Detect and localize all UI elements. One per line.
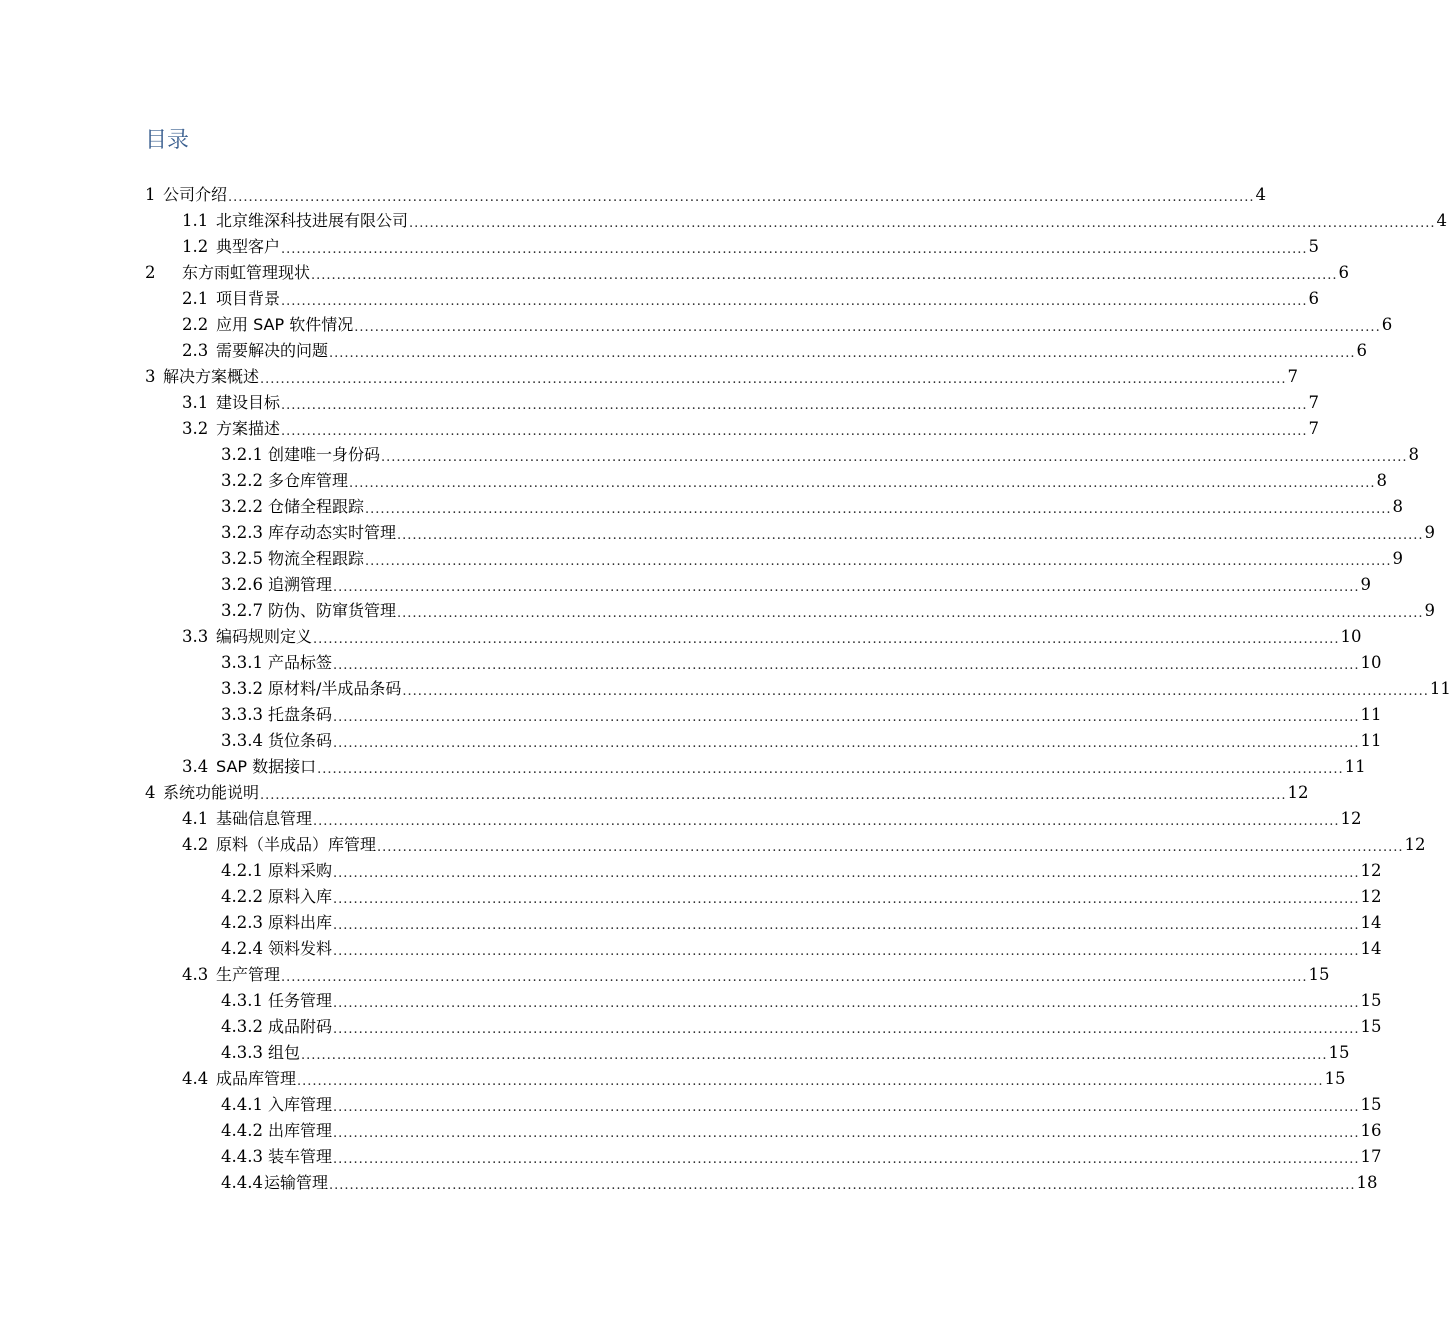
toc-entry-label: 基础信息管理 bbox=[216, 809, 313, 828]
toc-entry-label: 原料出库 bbox=[268, 913, 333, 932]
toc-entry-number: 3.3.3 bbox=[221, 705, 263, 724]
toc-dot-leader: ........................................................................................................................................................................................................ bbox=[349, 476, 1376, 491]
toc-entry-number: 4.3.2 bbox=[221, 1017, 263, 1036]
toc-entry-number: 3.2 bbox=[182, 419, 209, 438]
toc-entry[interactable] bbox=[0, 1014, 1382, 1040]
toc-entry[interactable] bbox=[0, 832, 1426, 858]
toc-entry-label: 成品附码 bbox=[268, 1017, 333, 1036]
toc-entry-page: 9 bbox=[1360, 575, 1371, 594]
toc-dot-leader: ........................................................................................................................................................................................................ bbox=[333, 1022, 1360, 1037]
toc-entry[interactable] bbox=[0, 494, 1403, 520]
toc-entry[interactable] bbox=[0, 520, 1435, 546]
toc-entry-page: 15 bbox=[1324, 1069, 1346, 1088]
toc-dot-leader: ........................................................................................................................................................................................................ bbox=[333, 1100, 1360, 1115]
toc-entry-label: 追溯管理 bbox=[268, 575, 333, 594]
toc-entry-page: 11 bbox=[1360, 705, 1382, 724]
toc-entry-number: 4.3.1 bbox=[221, 991, 263, 1010]
toc-entry-page: 6 bbox=[1308, 289, 1319, 308]
toc-dot-leader: ........................................................................................................................................................................................................ bbox=[365, 554, 1392, 569]
toc-entry[interactable] bbox=[0, 312, 1393, 338]
toc-entry[interactable] bbox=[0, 1040, 1350, 1066]
toc-entry-number: 4.2.2 bbox=[221, 887, 263, 906]
toc-entry-number: 3.2.2 bbox=[221, 497, 263, 516]
toc-entry-page: 8 bbox=[1376, 471, 1387, 490]
toc-entry-page: 6 bbox=[1381, 315, 1393, 334]
toc-dot-leader: ........................................................................................................................................................................................................ bbox=[313, 632, 1340, 647]
toc-entry-page: 8 bbox=[1408, 445, 1419, 464]
toc-dot-leader: ........................................................................................................................................................................................................ bbox=[365, 502, 1392, 517]
toc-entry-label: 物流全程跟踪 bbox=[268, 549, 365, 568]
toc-dot-leader: ........................................................................................................................................................................................................ bbox=[333, 1126, 1360, 1141]
toc-entry-page: 12 bbox=[1360, 887, 1382, 906]
toc-entry[interactable] bbox=[0, 780, 1309, 806]
toc-entry-label: 生产管理 bbox=[216, 965, 281, 984]
toc-entry-label: 原材料/半成品条码 bbox=[268, 679, 402, 698]
toc-entry-page: 9 bbox=[1424, 523, 1435, 542]
toc-entry-number: 3.2.2 bbox=[221, 471, 263, 490]
toc-entry[interactable] bbox=[0, 962, 1330, 988]
toc-entry-label: 原料入库 bbox=[268, 887, 333, 906]
toc-entry-page: 12 bbox=[1287, 783, 1309, 802]
toc-entry-label: 装车管理 bbox=[268, 1147, 333, 1166]
toc-dot-leader: ........................................................................................................................................................................................................ bbox=[297, 1074, 1324, 1089]
toc-entry-page: 15 bbox=[1308, 965, 1330, 984]
toc-entry-number: 4.3.3 bbox=[221, 1043, 263, 1062]
toc-dot-leader: ........................................................................................................................................................................................................ bbox=[333, 736, 1360, 751]
toc-entry-page: 15 bbox=[1328, 1043, 1350, 1062]
toc-entry-number: 4.2.1 bbox=[221, 861, 263, 880]
toc-entry-number: 2 bbox=[145, 263, 156, 282]
toc-entry-label: 任务管理 bbox=[268, 991, 333, 1010]
toc-entry[interactable] bbox=[0, 1092, 1382, 1118]
toc-dot-leader: ........................................................................................................................................................................................................ bbox=[333, 944, 1360, 959]
toc-entry-label: 入库管理 bbox=[268, 1095, 333, 1114]
toc-dot-leader: ........................................................................................................................................................................................................ bbox=[329, 1178, 1356, 1193]
toc-entry-page: 7 bbox=[1287, 367, 1298, 386]
toc-entry-label: 应用 SAP 软件情况 bbox=[216, 315, 354, 334]
toc-entry-page: 5 bbox=[1308, 237, 1319, 256]
toc-entry[interactable] bbox=[0, 936, 1382, 962]
toc-entry[interactable] bbox=[0, 806, 1362, 832]
toc-dot-leader: ........................................................................................................................................................................................................ bbox=[402, 684, 1429, 699]
toc-entry-label: 产品标签 bbox=[268, 653, 333, 672]
toc-dot-leader: ........................................................................................................................................................................................................ bbox=[377, 840, 1404, 855]
toc-entry-number: 4.3 bbox=[182, 965, 209, 984]
toc-entry-number: 3.1 bbox=[182, 393, 209, 412]
toc-entry[interactable] bbox=[0, 676, 1451, 702]
toc-entry-page: 11 bbox=[1429, 679, 1451, 698]
toc-entry-number: 3.2.6 bbox=[221, 575, 263, 594]
toc-dot-leader: ........................................................................................................................................................................................................ bbox=[354, 320, 1381, 335]
toc-entry-label: 原料采购 bbox=[268, 861, 333, 880]
toc-entry[interactable] bbox=[0, 1066, 1346, 1092]
toc-entry-number: 1 bbox=[145, 185, 156, 204]
toc-dot-leader: ........................................................................................................................................................................................................ bbox=[333, 918, 1360, 933]
toc-dot-leader: ........................................................................................................................................................................................................ bbox=[333, 658, 1360, 673]
toc-entry[interactable] bbox=[0, 858, 1382, 884]
toc-entry[interactable] bbox=[0, 364, 1298, 390]
toc-entry-number: 4.1 bbox=[182, 809, 209, 828]
toc-entry[interactable] bbox=[0, 702, 1382, 728]
toc-entry[interactable] bbox=[0, 468, 1387, 494]
toc-entry-label: 出库管理 bbox=[268, 1121, 333, 1140]
toc-entry-label: 项目背景 bbox=[216, 289, 281, 308]
toc-entry-number: 3.3.2 bbox=[221, 679, 263, 698]
toc-entry-number: 1.2 bbox=[182, 237, 209, 256]
toc-entry[interactable] bbox=[0, 1118, 1382, 1144]
toc-dot-leader: ........................................................................................................................................................................................................ bbox=[317, 762, 1344, 777]
toc-entry-page: 15 bbox=[1360, 991, 1382, 1010]
toc-dot-leader: ........................................................................................................................................................................................................ bbox=[397, 606, 1424, 621]
toc-entry-number: 1.1 bbox=[182, 211, 209, 230]
toc-dot-leader: ........................................................................................................................................................................................................ bbox=[397, 528, 1424, 543]
toc-entry-page: 11 bbox=[1360, 731, 1382, 750]
toc-dot-leader: ........................................................................................................................................................................................................ bbox=[409, 216, 1436, 231]
toc-entry[interactable] bbox=[0, 650, 1382, 676]
toc-entry-number: 3.3.1 bbox=[221, 653, 263, 672]
toc-dot-leader: ........................................................................................................................................................................................................ bbox=[281, 398, 1308, 413]
toc-entry-page: 15 bbox=[1360, 1017, 1382, 1036]
toc-dot-leader: ........................................................................................................................................................................................................ bbox=[281, 294, 1308, 309]
toc-entry[interactable] bbox=[0, 234, 1319, 260]
toc-entry-label: 运输管理 bbox=[264, 1173, 329, 1192]
toc-entry[interactable] bbox=[0, 442, 1419, 468]
toc-entry[interactable] bbox=[0, 182, 1266, 208]
toc-entry-label: 多仓库管理 bbox=[268, 471, 349, 490]
toc-entry-page: 11 bbox=[1344, 757, 1366, 776]
toc-entry-label: 公司介绍 bbox=[163, 185, 228, 204]
toc-dot-leader: ........................................................................................................................................................................................................ bbox=[301, 1048, 1328, 1063]
toc-dot-leader: ........................................................................................................................................................................................................ bbox=[228, 190, 1255, 205]
toc-dot-leader: ........................................................................................................................................................................................................ bbox=[381, 450, 1408, 465]
toc-entry[interactable] bbox=[0, 546, 1403, 572]
toc-entry-page: 12 bbox=[1404, 835, 1426, 854]
toc-entry[interactable] bbox=[0, 572, 1371, 598]
toc-entry-number: 4.4 bbox=[182, 1069, 209, 1088]
toc-entry-number: 3.2.5 bbox=[221, 549, 263, 568]
toc-entry-number: 3.3.4 bbox=[221, 731, 263, 750]
toc-dot-leader: ........................................................................................................................................................................................................ bbox=[329, 346, 1356, 361]
toc-entry-page: 7 bbox=[1308, 393, 1319, 412]
toc-entry-page: 14 bbox=[1360, 913, 1382, 932]
toc-entry-page: 6 bbox=[1356, 341, 1367, 360]
toc-entry-page: 4 bbox=[1436, 211, 1447, 230]
toc-entry-page: 10 bbox=[1340, 627, 1362, 646]
toc-entry-label: 编码规则定义 bbox=[216, 627, 313, 646]
toc-dot-leader: ........................................................................................................................................................................................................ bbox=[333, 1152, 1360, 1167]
toc-entry-page: 17 bbox=[1360, 1147, 1382, 1166]
toc-dot-leader: ........................................................................................................................................................................................................ bbox=[281, 424, 1308, 439]
toc-entry-number: 3.2.7 bbox=[221, 601, 263, 620]
toc-entry-label: 东方雨虹管理现状 bbox=[182, 263, 311, 282]
toc-dot-leader: ........................................................................................................................................................................................................ bbox=[333, 866, 1360, 881]
toc-entry[interactable] bbox=[0, 884, 1382, 910]
toc-entry-label: 仓储全程跟踪 bbox=[268, 497, 365, 516]
toc-entry-page: 12 bbox=[1360, 861, 1382, 880]
toc-entry-number: 4.2.3 bbox=[221, 913, 263, 932]
toc-entry[interactable] bbox=[0, 338, 1367, 364]
toc-entry-label: 建设目标 bbox=[216, 393, 281, 412]
toc-dot-leader: ........................................................................................................................................................................................................ bbox=[333, 892, 1360, 907]
toc-entry[interactable] bbox=[0, 1144, 1382, 1170]
toc-entry-label: 典型客户 bbox=[216, 237, 281, 256]
toc-entry[interactable] bbox=[0, 286, 1319, 312]
toc-entry-number: 2.2 bbox=[182, 315, 209, 334]
toc-dot-leader: ........................................................................................................................................................................................................ bbox=[260, 372, 1287, 387]
toc-entry[interactable] bbox=[0, 416, 1319, 442]
toc-entry[interactable] bbox=[0, 910, 1382, 936]
toc-entry-number: 3 bbox=[145, 367, 156, 386]
toc-entry-label: 托盘条码 bbox=[268, 705, 333, 724]
toc-entry-number: 3.3 bbox=[182, 627, 209, 646]
toc-entry[interactable] bbox=[0, 390, 1319, 416]
toc-entry-number: 4.2 bbox=[182, 835, 209, 854]
toc-entry[interactable] bbox=[0, 728, 1382, 754]
toc-entry-number: 4.4.1 bbox=[221, 1095, 263, 1114]
toc-entry-label: 货位条码 bbox=[268, 731, 333, 750]
toc-entry-page: 4 bbox=[1255, 185, 1266, 204]
toc-entry[interactable] bbox=[0, 988, 1382, 1014]
toc-entry-label: 创建唯一身份码 bbox=[268, 445, 381, 464]
toc-entry-number: 3.4 bbox=[182, 757, 209, 776]
toc-entry-label: 需要解决的问题 bbox=[216, 341, 329, 360]
toc-entry-label: 成品库管理 bbox=[216, 1069, 297, 1088]
toc-entry-label: 北京维深科技进展有限公司 bbox=[216, 211, 409, 230]
toc-entry[interactable] bbox=[0, 208, 1447, 234]
toc-entry-page: 15 bbox=[1360, 1095, 1382, 1114]
toc-entry-label: 领料发料 bbox=[268, 939, 333, 958]
toc-entry-label: SAP 数据接口 bbox=[216, 757, 317, 776]
toc-entry[interactable] bbox=[0, 260, 1349, 286]
toc-dot-leader: ........................................................................................................................................................................................................ bbox=[333, 580, 1360, 595]
toc-entry-page: 9 bbox=[1424, 601, 1435, 620]
toc-entry-number: 4.4.2 bbox=[221, 1121, 263, 1140]
toc-entry-label: 系统功能说明 bbox=[163, 783, 260, 802]
toc-dot-leader: ........................................................................................................................................................................................................ bbox=[333, 996, 1360, 1011]
toc-entry[interactable] bbox=[0, 624, 1362, 650]
toc-entry-number: 2.3 bbox=[182, 341, 209, 360]
toc-entry-page: 10 bbox=[1360, 653, 1382, 672]
toc-entry-number: 4.4.4 bbox=[221, 1173, 263, 1192]
toc-entry-page: 9 bbox=[1392, 549, 1403, 568]
toc-entry-label: 原料（半成品）库管理 bbox=[216, 835, 377, 854]
toc-dot-leader: ........................................................................................................................................................................................................ bbox=[333, 710, 1360, 725]
toc-entry-number: 4 bbox=[145, 783, 156, 802]
toc-entry-label: 防伪、防窜货管理 bbox=[268, 601, 397, 620]
toc-dot-leader: ........................................................................................................................................................................................................ bbox=[281, 970, 1308, 985]
toc-entry-label: 组包 bbox=[268, 1043, 301, 1062]
toc-entry-page: 18 bbox=[1356, 1173, 1378, 1192]
toc-entry[interactable] bbox=[0, 754, 1366, 780]
toc-entry-number: 3.2.3 bbox=[221, 523, 263, 542]
toc-entry-page: 8 bbox=[1392, 497, 1403, 516]
toc-entry[interactable] bbox=[0, 1170, 1378, 1196]
toc-entry-page: 14 bbox=[1360, 939, 1382, 958]
toc-dot-leader: ........................................................................................................................................................................................................ bbox=[311, 268, 1338, 283]
toc-entry-label: 库存动态实时管理 bbox=[268, 523, 397, 542]
toc-entry-label: 方案描述 bbox=[216, 419, 281, 438]
toc-dot-leader: ........................................................................................................................................................................................................ bbox=[260, 788, 1287, 803]
toc-entry-page: 12 bbox=[1340, 809, 1362, 828]
toc-title: 目录 bbox=[145, 128, 190, 153]
toc-entry-number: 2.1 bbox=[182, 289, 209, 308]
toc-entry-label: 解决方案概述 bbox=[163, 367, 260, 386]
toc-entry-page: 6 bbox=[1338, 263, 1349, 282]
toc-entry-number: 3.2.1 bbox=[221, 445, 263, 464]
toc-entry-page: 7 bbox=[1308, 419, 1319, 438]
toc-dot-leader: ........................................................................................................................................................................................................ bbox=[281, 242, 1308, 257]
toc-entry[interactable] bbox=[0, 598, 1435, 624]
toc-dot-leader: ........................................................................................................................................................................................................ bbox=[313, 814, 1340, 829]
toc-entry-number: 4.4.3 bbox=[221, 1147, 263, 1166]
toc-entry-number: 4.2.4 bbox=[221, 939, 263, 958]
toc-entry-page: 16 bbox=[1360, 1121, 1382, 1140]
